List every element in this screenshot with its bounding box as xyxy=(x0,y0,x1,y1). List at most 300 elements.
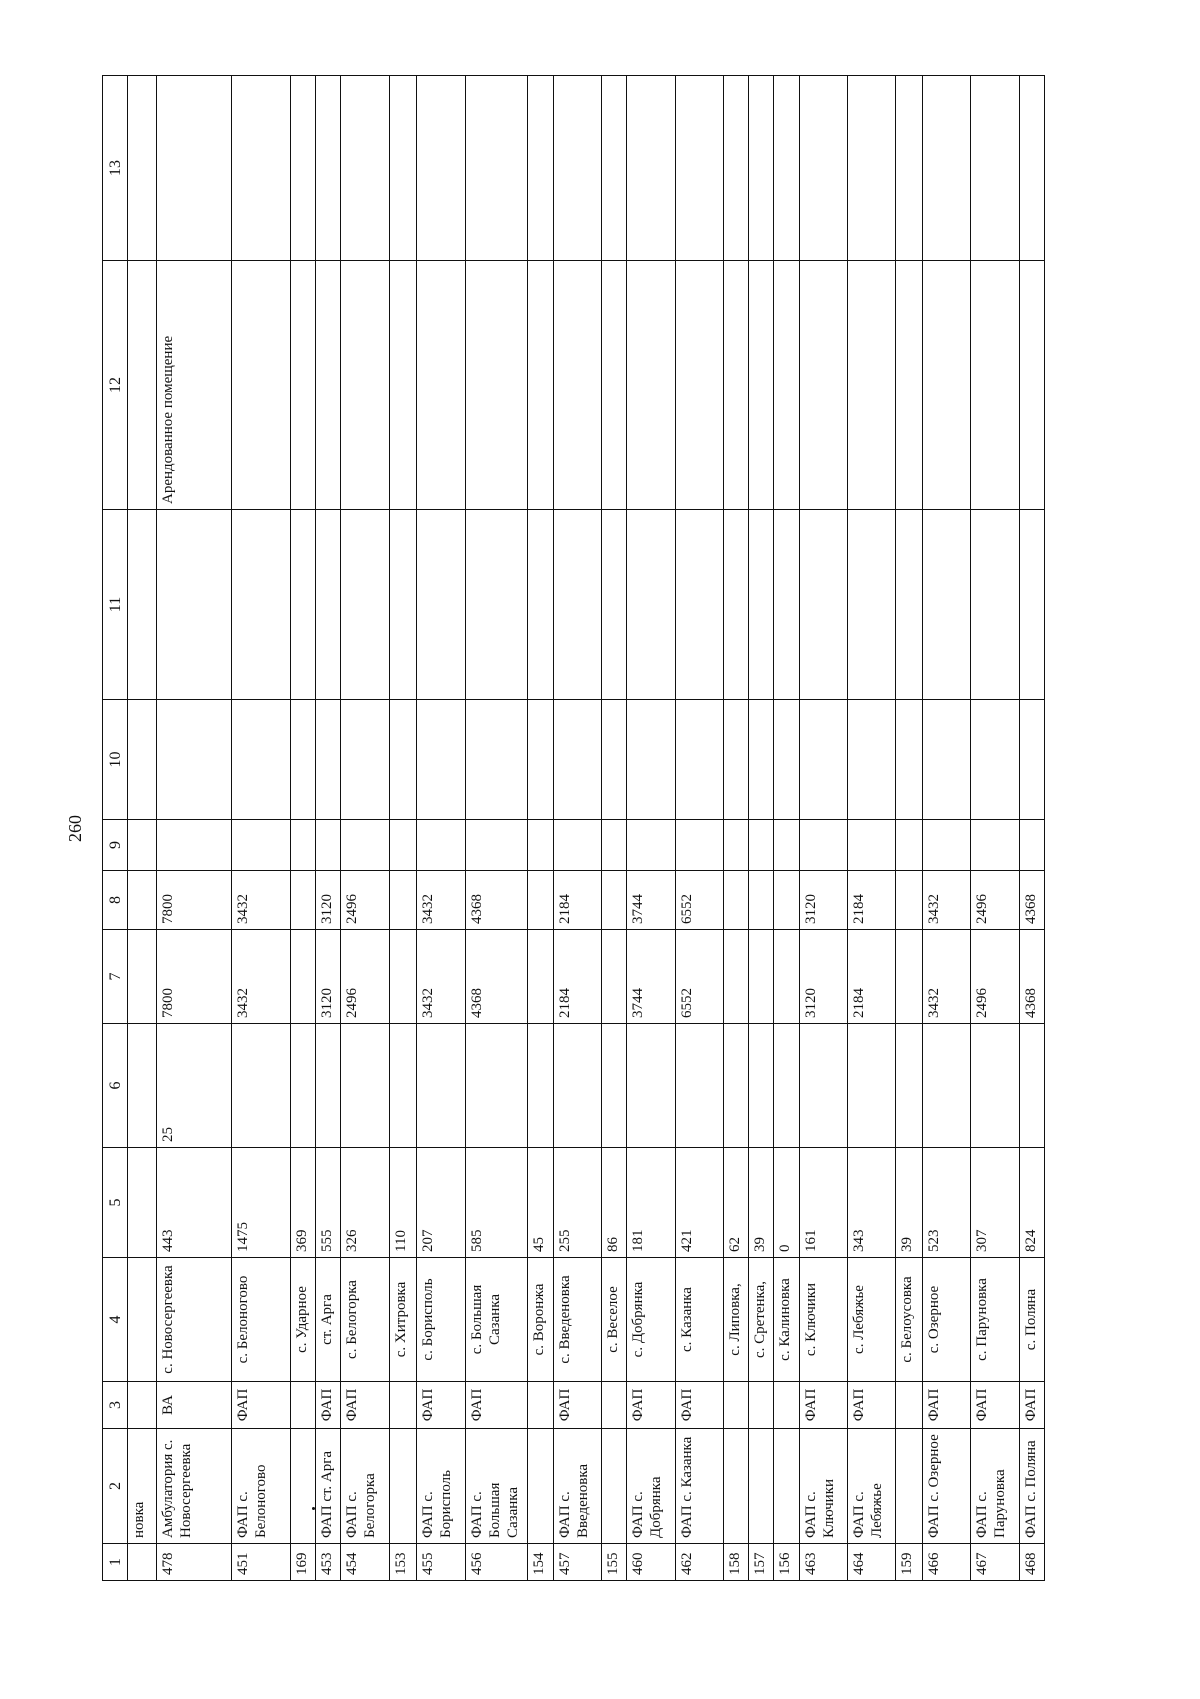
table-row xyxy=(774,76,799,1581)
premises-note-cell xyxy=(389,261,416,510)
value-10-cell xyxy=(553,700,601,820)
value-9-cell xyxy=(156,820,231,871)
settlement-cell: с. Большая Сазанка xyxy=(465,1258,528,1382)
facility-type-cell: ФАП xyxy=(341,1382,389,1429)
value-8-cell xyxy=(528,871,553,930)
table-row xyxy=(675,76,723,1581)
value-9-cell xyxy=(231,820,290,871)
row-number-cell: 158 xyxy=(723,1544,748,1581)
facility-name-cell: новка xyxy=(128,1429,157,1544)
premises-note-cell xyxy=(553,261,601,510)
value-9-cell xyxy=(799,820,847,871)
value-13-cell xyxy=(848,76,896,261)
row-number-cell: 451 xyxy=(231,1544,290,1581)
rotated-table-area xyxy=(65,76,1045,1581)
row-number-cell: 455 xyxy=(417,1544,465,1581)
row-number-cell: 453 xyxy=(316,1544,341,1581)
value-7-cell xyxy=(723,930,748,1024)
facility-name-cell: ФАП с. Ключики xyxy=(799,1429,847,1544)
facility-name-cell: ФАП с. Введеновка xyxy=(553,1429,601,1544)
value-13-cell xyxy=(156,76,231,261)
facility-type-cell xyxy=(128,1382,157,1429)
row-number-cell: 457 xyxy=(553,1544,601,1581)
value-7-cell: 2184 xyxy=(848,930,896,1024)
facility-name-cell: ФАП с. Казанка xyxy=(675,1429,723,1544)
table-row xyxy=(417,76,465,1581)
table-row xyxy=(316,76,341,1581)
facility-name-cell xyxy=(601,1429,626,1544)
value-6-cell xyxy=(417,1024,465,1148)
value-6-cell xyxy=(971,1024,1019,1148)
premises-note-cell xyxy=(627,261,675,510)
row-number-cell: 157 xyxy=(749,1544,774,1581)
value-13-cell xyxy=(128,76,157,261)
population-cell: 585 xyxy=(465,1148,528,1258)
value-8-cell xyxy=(749,871,774,930)
value-10-cell xyxy=(749,700,774,820)
table-row xyxy=(389,76,416,1581)
value-10-cell xyxy=(290,700,315,820)
row-number-cell: 467 xyxy=(971,1544,1019,1581)
facility-type-cell: ФАП xyxy=(417,1382,465,1429)
facility-type-cell: ФАП xyxy=(848,1382,896,1429)
row-number-cell: 462 xyxy=(675,1544,723,1581)
value-13-cell xyxy=(922,76,970,261)
population-cell: 369 xyxy=(290,1148,315,1258)
value-10-cell xyxy=(128,700,157,820)
facility-name-cell: ФАП с. Белоногово xyxy=(231,1429,290,1544)
column-header-10: 10 xyxy=(103,700,128,820)
premises-note-cell xyxy=(799,261,847,510)
facility-type-cell: ВА xyxy=(156,1382,231,1429)
value-9-cell xyxy=(922,820,970,871)
facility-type-cell: ФАП xyxy=(231,1382,290,1429)
value-8-cell xyxy=(290,871,315,930)
facility-name-cell xyxy=(896,1429,922,1544)
facility-name-cell: ФАП с. Борисполь xyxy=(417,1429,465,1544)
facility-type-cell: ФАП xyxy=(465,1382,528,1429)
row-number-cell xyxy=(128,1544,157,1581)
table-row xyxy=(465,76,528,1581)
value-6-cell xyxy=(774,1024,799,1148)
column-header-5: 5 xyxy=(103,1148,128,1258)
population-cell: 86 xyxy=(601,1148,626,1258)
value-7-cell: 2184 xyxy=(553,930,601,1024)
value-13-cell xyxy=(601,76,626,261)
facility-type-cell xyxy=(896,1382,922,1429)
premises-note-cell xyxy=(465,261,528,510)
value-10-cell xyxy=(417,700,465,820)
value-13-cell xyxy=(231,76,290,261)
facility-name-cell: Амбулатория с. Новосергеевка xyxy=(156,1429,231,1544)
premises-note-cell xyxy=(675,261,723,510)
row-number-cell: 153 xyxy=(389,1544,416,1581)
value-9-cell xyxy=(417,820,465,871)
facility-type-cell xyxy=(749,1382,774,1429)
population-cell: 161 xyxy=(799,1148,847,1258)
population-cell: 39 xyxy=(749,1148,774,1258)
value-7-cell: 4368 xyxy=(1019,930,1045,1024)
value-8-cell xyxy=(774,871,799,930)
value-6-cell xyxy=(799,1024,847,1148)
value-6-cell xyxy=(389,1024,416,1148)
table-header-row xyxy=(103,76,128,1581)
premises-note-cell xyxy=(1019,261,1045,510)
table-row xyxy=(290,76,315,1581)
value-8-cell: 3744 xyxy=(627,871,675,930)
value-11-cell xyxy=(465,510,528,700)
value-13-cell xyxy=(1019,76,1045,261)
facility-name-cell: ФАП с. Добрянка xyxy=(627,1429,675,1544)
value-10-cell xyxy=(156,700,231,820)
settlement-cell: с. Введеновка xyxy=(553,1258,601,1382)
row-number-cell: 156 xyxy=(774,1544,799,1581)
value-9-cell xyxy=(675,820,723,871)
value-11-cell xyxy=(553,510,601,700)
population-cell: 62 xyxy=(723,1148,748,1258)
premises-note-cell xyxy=(341,261,389,510)
value-13-cell xyxy=(465,76,528,261)
value-13-cell xyxy=(627,76,675,261)
value-9-cell xyxy=(1019,820,1045,871)
value-11-cell xyxy=(156,510,231,700)
value-13-cell xyxy=(316,76,341,261)
value-10-cell xyxy=(316,700,341,820)
column-header-11: 11 xyxy=(103,510,128,700)
premises-note-cell xyxy=(723,261,748,510)
settlement-cell: с. Казанка xyxy=(675,1258,723,1382)
value-7-cell xyxy=(128,930,157,1024)
value-10-cell xyxy=(723,700,748,820)
facility-type-cell: ФАП xyxy=(553,1382,601,1429)
premises-note-cell xyxy=(774,261,799,510)
settlement-cell: с. Белоусовка xyxy=(896,1258,922,1382)
value-7-cell: 2496 xyxy=(971,930,1019,1024)
facility-type-cell xyxy=(528,1382,553,1429)
premises-note-cell xyxy=(601,261,626,510)
value-7-cell: 3744 xyxy=(627,930,675,1024)
value-7-cell xyxy=(774,930,799,1024)
value-11-cell xyxy=(316,510,341,700)
premises-note-cell xyxy=(922,261,970,510)
value-6-cell xyxy=(290,1024,315,1148)
facility-name-cell: ФАП с. Поляна xyxy=(1019,1429,1045,1544)
value-11-cell xyxy=(749,510,774,700)
settlement-cell: с. Паруновка xyxy=(971,1258,1019,1382)
value-7-cell xyxy=(290,930,315,1024)
settlement-cell xyxy=(128,1258,157,1382)
population-cell: 39 xyxy=(896,1148,922,1258)
population-cell: 824 xyxy=(1019,1148,1045,1258)
value-6-cell xyxy=(231,1024,290,1148)
premises-note-cell xyxy=(231,261,290,510)
population-cell: 1475 xyxy=(231,1148,290,1258)
facility-type-cell xyxy=(774,1382,799,1429)
value-8-cell: 4368 xyxy=(1019,871,1045,930)
row-number-cell: 464 xyxy=(848,1544,896,1581)
value-13-cell xyxy=(774,76,799,261)
value-7-cell: 3432 xyxy=(417,930,465,1024)
table-row xyxy=(799,76,847,1581)
value-6-cell: 25 xyxy=(156,1024,231,1148)
value-9-cell xyxy=(389,820,416,871)
settlement-cell: с. Лебяжье xyxy=(848,1258,896,1382)
premises-note-cell: Арендованное помещение xyxy=(156,261,231,510)
column-header-9: 9 xyxy=(103,820,128,871)
settlement-cell: с. Поляна xyxy=(1019,1258,1045,1382)
table-row xyxy=(128,76,157,1581)
value-9-cell xyxy=(316,820,341,871)
value-13-cell xyxy=(896,76,922,261)
value-9-cell xyxy=(723,820,748,871)
column-header-2: 2 xyxy=(103,1429,128,1544)
row-number-cell: 460 xyxy=(627,1544,675,1581)
table-row xyxy=(749,76,774,1581)
population-cell: 421 xyxy=(675,1148,723,1258)
table-row xyxy=(553,76,601,1581)
value-13-cell xyxy=(799,76,847,261)
value-13-cell xyxy=(723,76,748,261)
table-row xyxy=(627,76,675,1581)
settlement-cell: с. Ключики xyxy=(799,1258,847,1382)
column-header-4: 4 xyxy=(103,1258,128,1382)
population-cell: 343 xyxy=(848,1148,896,1258)
value-7-cell: 3432 xyxy=(922,930,970,1024)
value-13-cell xyxy=(971,76,1019,261)
column-header-12: 12 xyxy=(103,261,128,510)
population-cell xyxy=(128,1148,157,1258)
population-cell: 255 xyxy=(553,1148,601,1258)
column-header-1: 1 xyxy=(103,1544,128,1581)
premises-note-cell xyxy=(896,261,922,510)
column-header-6: 6 xyxy=(103,1024,128,1148)
value-11-cell xyxy=(799,510,847,700)
value-11-cell xyxy=(290,510,315,700)
value-8-cell xyxy=(896,871,922,930)
value-7-cell: 4368 xyxy=(465,930,528,1024)
premises-note-cell xyxy=(971,261,1019,510)
value-9-cell xyxy=(341,820,389,871)
row-number-cell: 478 xyxy=(156,1544,231,1581)
facility-name-cell: ФАП с. Лебяжье xyxy=(848,1429,896,1544)
population-cell: 45 xyxy=(528,1148,553,1258)
value-8-cell: 2184 xyxy=(553,871,601,930)
facility-type-cell: ФАП xyxy=(1019,1382,1045,1429)
facility-name-cell: ФАП с. Белогорка xyxy=(341,1429,389,1544)
value-10-cell xyxy=(799,700,847,820)
value-11-cell xyxy=(922,510,970,700)
facility-name-cell: ФАП с. Паруновка xyxy=(971,1429,1019,1544)
value-6-cell xyxy=(601,1024,626,1148)
settlement-cell: с. Белоногово xyxy=(231,1258,290,1382)
value-7-cell: 3432 xyxy=(231,930,290,1024)
settlement-cell: с. Борисполь xyxy=(417,1258,465,1382)
value-10-cell xyxy=(922,700,970,820)
value-11-cell xyxy=(675,510,723,700)
value-10-cell xyxy=(848,700,896,820)
value-6-cell xyxy=(675,1024,723,1148)
facility-type-cell xyxy=(389,1382,416,1429)
value-9-cell xyxy=(971,820,1019,871)
value-9-cell xyxy=(528,820,553,871)
value-7-cell xyxy=(749,930,774,1024)
value-6-cell xyxy=(465,1024,528,1148)
population-cell: 443 xyxy=(156,1148,231,1258)
value-6-cell xyxy=(627,1024,675,1148)
value-11-cell xyxy=(627,510,675,700)
premises-note-cell xyxy=(848,261,896,510)
value-7-cell xyxy=(601,930,626,1024)
value-9-cell xyxy=(848,820,896,871)
value-8-cell: 7800 xyxy=(156,871,231,930)
value-8-cell: 4368 xyxy=(465,871,528,930)
row-number-cell: 154 xyxy=(528,1544,553,1581)
value-9-cell xyxy=(749,820,774,871)
value-10-cell xyxy=(971,700,1019,820)
population-cell: 110 xyxy=(389,1148,416,1258)
value-7-cell: 7800 xyxy=(156,930,231,1024)
value-10-cell xyxy=(528,700,553,820)
value-8-cell: 3432 xyxy=(922,871,970,930)
value-10-cell xyxy=(601,700,626,820)
value-13-cell xyxy=(341,76,389,261)
value-13-cell xyxy=(675,76,723,261)
value-8-cell: 3120 xyxy=(316,871,341,930)
value-7-cell xyxy=(528,930,553,1024)
value-9-cell xyxy=(128,820,157,871)
value-13-cell xyxy=(290,76,315,261)
settlement-cell: ст. Арга xyxy=(316,1258,341,1382)
value-6-cell xyxy=(128,1024,157,1148)
settlement-cell: с. Липовка, xyxy=(723,1258,748,1382)
settlement-cell: с. Добрянка xyxy=(627,1258,675,1382)
value-10-cell xyxy=(231,700,290,820)
premises-note-cell xyxy=(128,261,157,510)
value-11-cell xyxy=(417,510,465,700)
facility-name-cell xyxy=(389,1429,416,1544)
settlement-cell: с. Сретенка, xyxy=(749,1258,774,1382)
facility-table xyxy=(102,75,1045,1581)
page-number: 260 xyxy=(65,815,85,842)
facility-type-cell: ФАП xyxy=(922,1382,970,1429)
population-cell: 326 xyxy=(341,1148,389,1258)
value-9-cell xyxy=(627,820,675,871)
value-11-cell xyxy=(128,510,157,700)
value-8-cell xyxy=(389,871,416,930)
premises-note-cell xyxy=(528,261,553,510)
value-13-cell xyxy=(553,76,601,261)
value-11-cell xyxy=(601,510,626,700)
settlement-cell: с. Новосергеевка xyxy=(156,1258,231,1382)
population-cell: 207 xyxy=(417,1148,465,1258)
row-number-cell: 454 xyxy=(341,1544,389,1581)
table-row xyxy=(1019,76,1045,1581)
value-10-cell xyxy=(627,700,675,820)
value-11-cell xyxy=(528,510,553,700)
value-9-cell xyxy=(290,820,315,871)
value-9-cell xyxy=(553,820,601,871)
stray-dot-mark xyxy=(312,1507,315,1510)
value-6-cell xyxy=(341,1024,389,1148)
value-6-cell xyxy=(723,1024,748,1148)
value-8-cell: 3432 xyxy=(231,871,290,930)
table-row xyxy=(723,76,748,1581)
value-10-cell xyxy=(1019,700,1045,820)
column-header-8: 8 xyxy=(103,871,128,930)
column-header-3: 3 xyxy=(103,1382,128,1429)
table-row xyxy=(922,76,970,1581)
table-row xyxy=(848,76,896,1581)
population-cell: 181 xyxy=(627,1148,675,1258)
value-6-cell xyxy=(848,1024,896,1148)
value-11-cell xyxy=(848,510,896,700)
value-10-cell xyxy=(896,700,922,820)
premises-note-cell xyxy=(417,261,465,510)
settlement-cell: с. Калиновка xyxy=(774,1258,799,1382)
facility-name-cell: ФАП ст. Арга xyxy=(316,1429,341,1544)
value-8-cell xyxy=(601,871,626,930)
value-8-cell: 6552 xyxy=(675,871,723,930)
value-10-cell xyxy=(675,700,723,820)
value-10-cell xyxy=(774,700,799,820)
value-10-cell xyxy=(389,700,416,820)
column-header-7: 7 xyxy=(103,930,128,1024)
value-8-cell: 2496 xyxy=(971,871,1019,930)
table-row xyxy=(156,76,231,1581)
value-8-cell: 2496 xyxy=(341,871,389,930)
facility-type-cell: ФАП xyxy=(316,1382,341,1429)
value-11-cell xyxy=(774,510,799,700)
facility-type-cell: ФАП xyxy=(627,1382,675,1429)
value-11-cell xyxy=(231,510,290,700)
facility-type-cell xyxy=(601,1382,626,1429)
value-11-cell xyxy=(971,510,1019,700)
settlement-cell: с. Озерное xyxy=(922,1258,970,1382)
value-13-cell xyxy=(389,76,416,261)
value-8-cell: 2184 xyxy=(848,871,896,930)
row-number-cell: 159 xyxy=(896,1544,922,1581)
facility-name-cell xyxy=(774,1429,799,1544)
value-13-cell xyxy=(749,76,774,261)
table-row xyxy=(341,76,389,1581)
row-number-cell: 463 xyxy=(799,1544,847,1581)
value-6-cell xyxy=(316,1024,341,1148)
value-8-cell xyxy=(723,871,748,930)
table-row xyxy=(601,76,626,1581)
value-9-cell xyxy=(896,820,922,871)
value-8-cell: 3120 xyxy=(799,871,847,930)
value-7-cell xyxy=(389,930,416,1024)
row-number-cell: 155 xyxy=(601,1544,626,1581)
premises-note-cell xyxy=(290,261,315,510)
value-7-cell: 2496 xyxy=(341,930,389,1024)
value-11-cell xyxy=(896,510,922,700)
value-11-cell xyxy=(723,510,748,700)
value-6-cell xyxy=(1019,1024,1045,1148)
population-cell: 523 xyxy=(922,1148,970,1258)
value-11-cell xyxy=(341,510,389,700)
value-10-cell xyxy=(341,700,389,820)
value-6-cell xyxy=(528,1024,553,1148)
row-number-cell: 468 xyxy=(1019,1544,1045,1581)
facility-name-cell xyxy=(723,1429,748,1544)
facility-type-cell: ФАП xyxy=(971,1382,1019,1429)
value-8-cell xyxy=(128,871,157,930)
value-10-cell xyxy=(465,700,528,820)
population-cell: 555 xyxy=(316,1148,341,1258)
value-13-cell xyxy=(417,76,465,261)
value-9-cell xyxy=(465,820,528,871)
